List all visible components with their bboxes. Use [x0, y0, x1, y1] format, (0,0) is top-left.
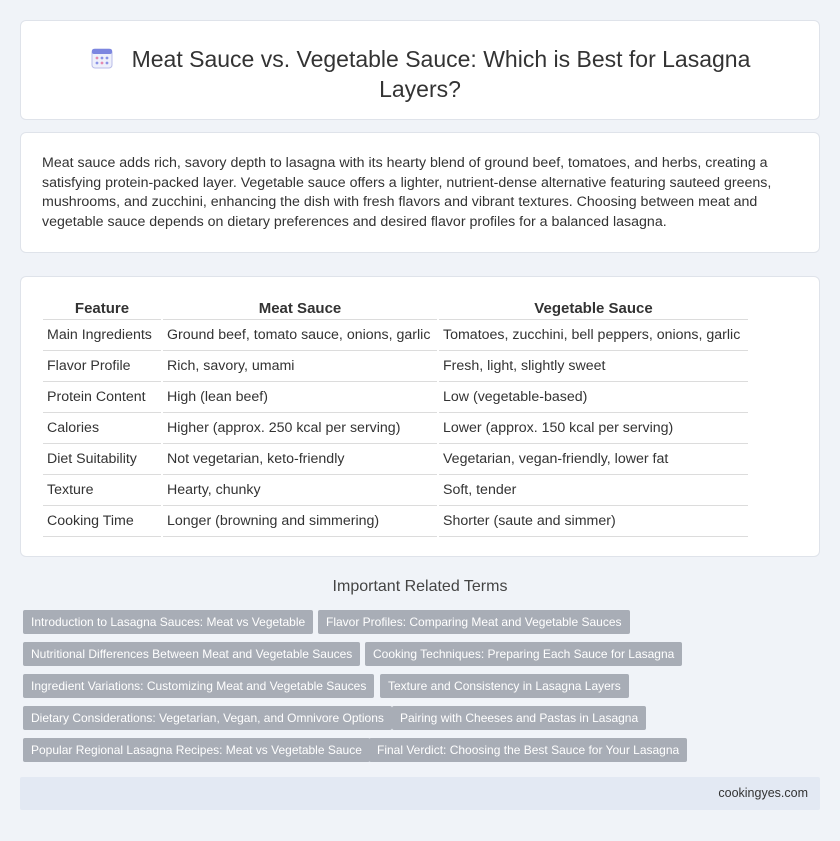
table-row [43, 413, 748, 444]
page-title: Meat Sauce vs. Vegetable Sauce: Which is Best for Lasagna Layers? [131, 46, 751, 102]
table-row [43, 320, 748, 351]
related-term-tag[interactable]: Nutritional Differences Between Meat and Vegetable Sauces [23, 642, 360, 666]
header-meat-sauce: Meat Sauce [163, 294, 437, 320]
related-term-tag[interactable]: Final Verdict: Choosing the Best Sauce for Your Lasagna [369, 738, 687, 762]
table-row [43, 506, 748, 537]
table-row [43, 382, 748, 413]
related-term-tag[interactable]: Cooking Techniques: Preparing Each Sauce for Lasagna [365, 642, 682, 666]
meat-cell: Hearty, chunky [163, 475, 437, 506]
meat-cell: Longer (browning and simmering) [163, 506, 437, 537]
meat-cell: High (lean beef) [163, 382, 437, 413]
feature-cell: Protein Content [43, 382, 161, 413]
page-title-wrap [21, 44, 819, 104]
vegetable-cell: Vegetarian, vegan-friendly, lower fat [439, 444, 748, 475]
related-term-tag[interactable]: Popular Regional Lasagna Recipes: Meat vs Vegetable Sauce [23, 738, 370, 762]
calendar-icon [90, 46, 114, 70]
table-row [43, 444, 748, 475]
intro-card [20, 132, 820, 253]
related-term-tag[interactable]: Flavor Profiles: Comparing Meat and Vegetable Sauces [318, 610, 630, 634]
meat-cell: Rich, savory, umami [163, 351, 437, 382]
feature-cell: Main Ingredients [43, 320, 161, 351]
header-vegetable-sauce: Vegetable Sauce [439, 294, 748, 320]
table-row [43, 475, 748, 506]
meat-cell: Ground beef, tomato sauce, onions, garlic [163, 320, 437, 351]
vegetable-cell: Shorter (saute and simmer) [439, 506, 748, 537]
vegetable-cell: Soft, tender [439, 475, 748, 506]
comparison-table [41, 294, 750, 537]
table-header-row [43, 294, 748, 320]
site-credit[interactable]: cookingyes.com [718, 786, 808, 800]
feature-cell: Diet Suitability [43, 444, 161, 475]
table-row [43, 351, 748, 382]
related-term-tag[interactable]: Ingredient Variations: Customizing Meat and Vegetable Sauces [23, 674, 374, 698]
feature-cell: Texture [43, 475, 161, 506]
intro-paragraph: Meat sauce adds rich, savory depth to lasagna with its hearty blend of ground beef, tomatoes, and herbs, creating a satisfying protein-packed layer. Vegetable sauce offers a lighter, nutrient-dense alternative featuring sauteed greens, mushrooms, and zucchini, enhancing the dish with fresh flavors and vibrant textures. Choosing between meat and vegetable sauce depends on dietary preferences and desired flavor profiles for a balanced lasagna. [42, 155, 772, 230]
vegetable-cell: Tomatoes, zucchini, bell peppers, onions, garlic [439, 320, 748, 351]
feature-cell: Calories [43, 413, 161, 444]
meat-cell: Higher (approx. 250 kcal per serving) [163, 413, 437, 444]
related-term-tag[interactable]: Introduction to Lasagna Sauces: Meat vs Vegetable [23, 610, 313, 634]
related-terms-title: Important Related Terms [332, 578, 508, 595]
vegetable-cell: Fresh, light, slightly sweet [439, 351, 748, 382]
comparison-card [20, 276, 820, 557]
related-term-tag[interactable]: Texture and Consistency in Lasagna Layers [380, 674, 629, 698]
related-term-tag[interactable]: Pairing with Cheeses and Pastas in Lasagna [392, 706, 646, 730]
vegetable-cell: Low (vegetable-based) [439, 382, 748, 413]
header-feature: Feature [43, 294, 161, 320]
title-card [20, 20, 820, 120]
feature-cell: Cooking Time [43, 506, 161, 537]
footer-bar [20, 777, 820, 810]
related-term-tag[interactable]: Dietary Considerations: Vegetarian, Vegan, and Omnivore Options [23, 706, 392, 730]
feature-cell: Flavor Profile [43, 351, 161, 382]
meat-cell: Not vegetarian, keto-friendly [163, 444, 437, 475]
vegetable-cell: Lower (approx. 150 kcal per serving) [439, 413, 748, 444]
